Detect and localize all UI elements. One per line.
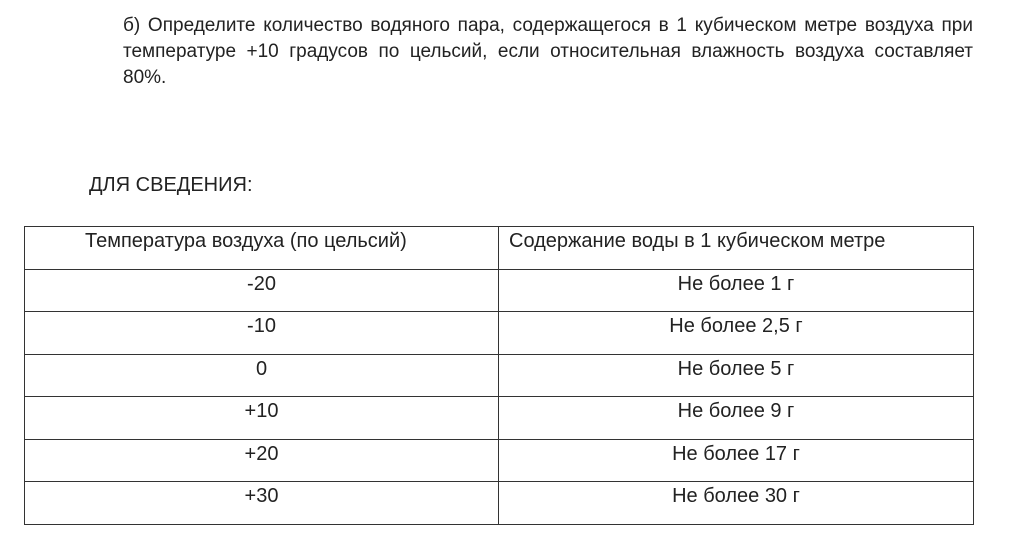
- table-row: [25, 312, 974, 355]
- temperature-cell: +10: [25, 397, 499, 440]
- table-row: [25, 397, 974, 440]
- water-content-cell: Не более 30 г: [499, 482, 974, 525]
- table-row: [25, 354, 974, 397]
- water-content-cell: Не более 9 г: [499, 397, 974, 440]
- reference-table: [24, 226, 974, 525]
- temperature-cell: +20: [25, 439, 499, 482]
- reference-heading: ДЛЯ СВЕДЕНИЯ:: [89, 174, 253, 196]
- column-header-water-content: Содержание воды в 1 кубическом метре: [499, 227, 974, 270]
- table-header-row: [25, 227, 974, 270]
- column-header-temperature: Температура воздуха (по цельсий): [25, 227, 499, 270]
- table-row: [25, 482, 974, 525]
- water-content-cell: Не более 17 г: [499, 439, 974, 482]
- table-row: [25, 269, 974, 312]
- temperature-cell: 0: [25, 354, 499, 397]
- temperature-cell: +30: [25, 482, 499, 525]
- temperature-cell: -20: [25, 269, 499, 312]
- task-text: б) Определите количество водяного пара, содержащегося в 1 кубическом метре воздуха при температуре +10 градусов по цельсий, если относительная влажность воздуха составляет 80%.: [123, 15, 973, 88]
- water-content-cell: Не более 5 г: [499, 354, 974, 397]
- table-row: [25, 439, 974, 482]
- water-content-cell: Не более 2,5 г: [499, 312, 974, 355]
- water-content-cell: Не более 1 г: [499, 269, 974, 312]
- temperature-cell: -10: [25, 312, 499, 355]
